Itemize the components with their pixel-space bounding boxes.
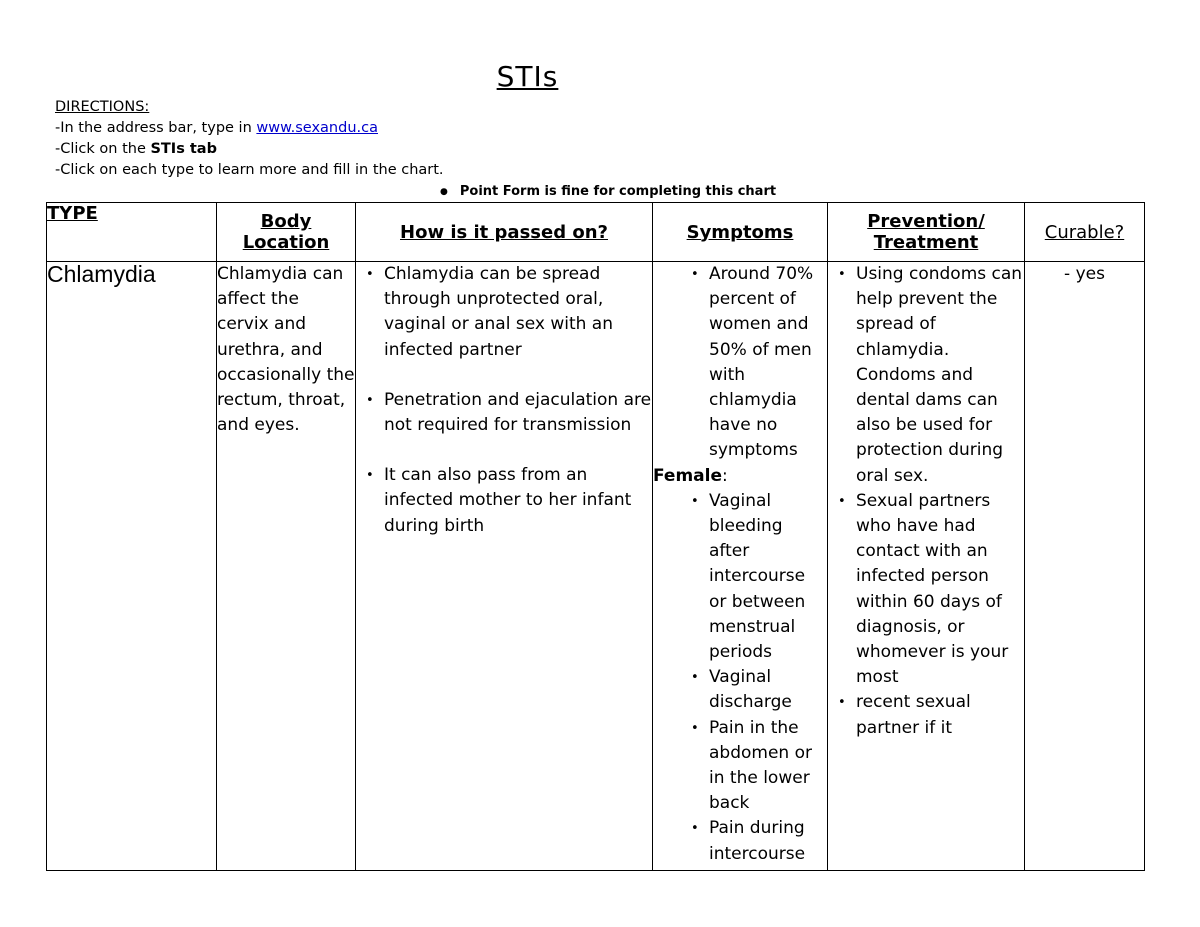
direction-line-1 <box>55 118 444 139</box>
list-item: • recent sexual partner if it <box>828 690 1024 740</box>
point-form-note <box>440 184 776 199</box>
list-item: • Penetration and ejaculation are not required for transmission <box>356 388 652 438</box>
header-row <box>47 203 1145 262</box>
header-prevention <box>828 203 1025 262</box>
directions-heading: DIRECTIONS: <box>55 99 150 115</box>
bullet-icon: ● <box>440 186 448 197</box>
curable-cell: - yes <box>1025 262 1145 871</box>
header-body-location-label: Body Location <box>242 211 330 253</box>
female-label-bold: Female <box>653 465 722 486</box>
direction-line-3: -Click on each type to learn more and fill in the chart. <box>55 162 444 178</box>
prevention-cell <box>828 262 1025 871</box>
direction-line-2 <box>55 139 444 160</box>
list-item: • Pain during intercourse <box>653 816 827 866</box>
list-item: • Pain in the abdomen or in the lower back <box>653 716 827 817</box>
direction-line-1-text: -In the address bar, type in <box>55 120 257 136</box>
female-label-colon: : <box>722 465 728 486</box>
header-type-label: TYPE <box>47 203 98 224</box>
header-how-passed-label: How is it passed on? <box>400 221 608 243</box>
symptoms-female-list <box>653 489 827 867</box>
symptoms-cell <box>653 262 828 871</box>
header-prevention-label: Prevention/ Treatment <box>867 211 985 253</box>
list-item: • Vaginal bleeding after intercourse or between menstrual periods <box>653 489 827 665</box>
list-item: • Around 70% percent of women and 50% of men with chlamydia have no symptoms <box>653 262 827 464</box>
header-how-passed <box>356 203 653 262</box>
header-type <box>47 203 217 262</box>
header-symptoms-label: Symptoms <box>686 221 794 243</box>
list-item: • Using condoms can help prevent the spread of chlamydia. Condoms and dental dams can also be used for protection during oral sex. <box>828 262 1024 489</box>
direction-line-2-text: -Click on the <box>55 141 151 157</box>
list-item: • Vaginal discharge <box>653 665 827 715</box>
female-label <box>653 464 827 489</box>
website-link[interactable]: www.sexandu.ca <box>256 120 378 136</box>
body-location-cell: Chlamydia can affect the cervix and urethra, and occasionally the rectum, throat, and eyes. <box>217 262 356 871</box>
prevention-list <box>828 262 1024 741</box>
header-symptoms <box>653 203 828 262</box>
how-passed-cell <box>356 262 653 871</box>
directions-block <box>55 97 444 181</box>
header-curable-label: Curable? <box>1044 221 1125 243</box>
how-passed-list <box>356 262 652 539</box>
symptoms-general-list <box>653 262 827 464</box>
list-item: • It can also pass from an infected mother to her infant during birth <box>356 463 652 539</box>
type-cell: Chlamydia <box>47 262 217 871</box>
direction-line-2-bold: STIs tab <box>150 141 217 157</box>
header-curable <box>1025 203 1145 262</box>
point-form-note-text: Point Form is fine for completing this chart <box>459 184 777 199</box>
list-item: • Chlamydia can be spread through unprotected oral, vaginal or anal sex with an infected partner <box>356 262 652 363</box>
table-row <box>47 262 1145 871</box>
sti-chart-table <box>46 202 1145 871</box>
page-title: STIs <box>496 60 559 93</box>
list-item: • Sexual partners who have had contact with an infected person within 60 days of diagnosis, or whomever is your most <box>828 489 1024 691</box>
header-body-location <box>217 203 356 262</box>
